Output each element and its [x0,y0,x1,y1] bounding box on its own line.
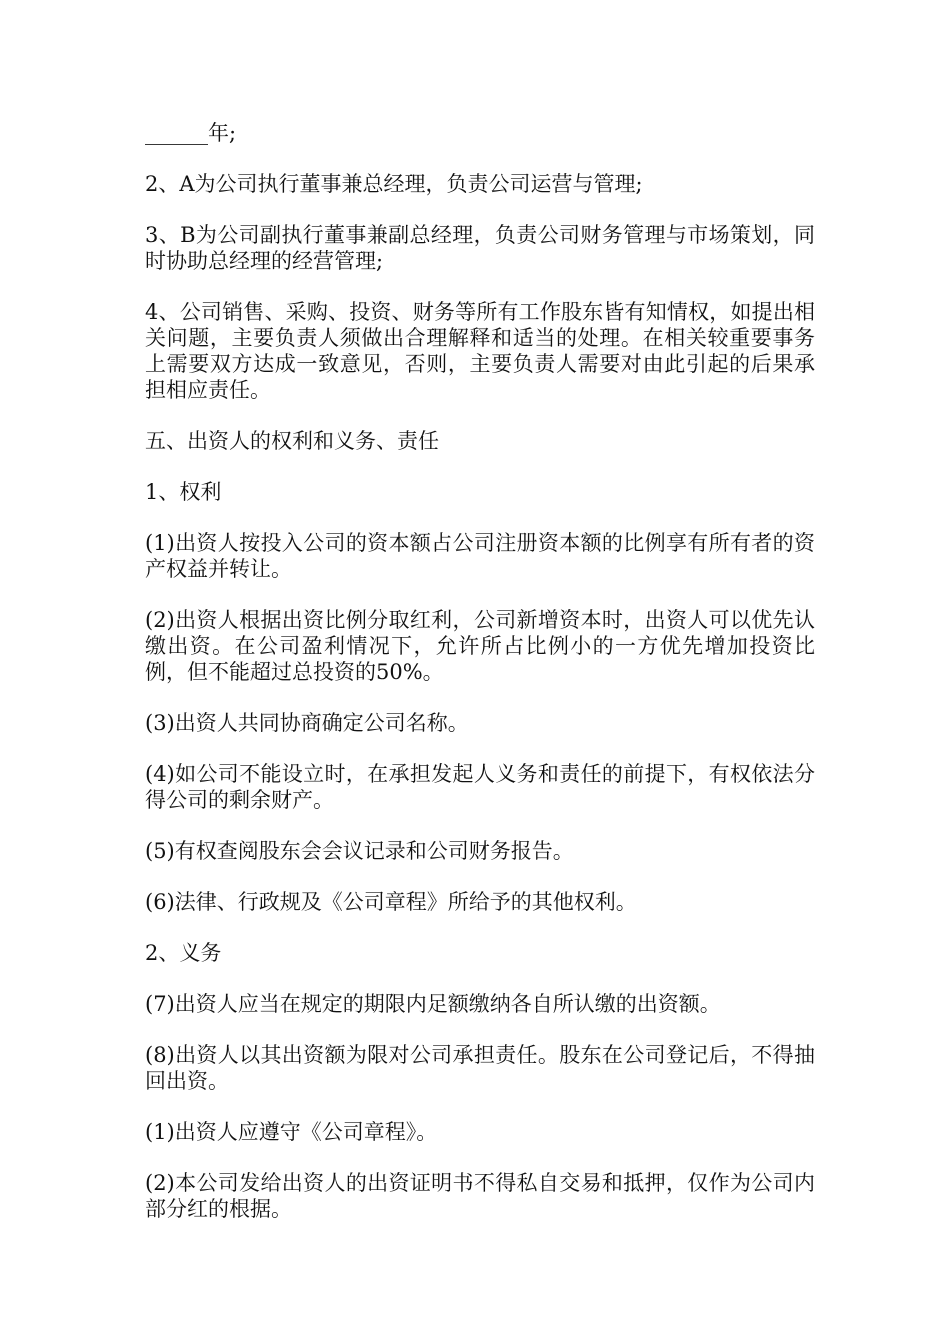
subheading-obligations: 2、义务 [145,941,222,965]
paragraph-obligation-8: (8)出资人以其出资额为限对公司承担责任。股东在公司登记后，不得抽回出资。 [145,1043,815,1093]
paragraph-obligation-1: (1)出资人应遵守《公司章程》。 [145,1120,438,1144]
document-body [145,120,815,1247]
paragraph-right-5: (5)有权查阅股东会会议记录和公司财务报告。 [145,839,574,863]
paragraph-item-2-a-role: 2、A为公司执行董事兼总经理，负责公司运营与管理; [145,172,643,196]
paragraph-year-blank: ______年; [145,121,237,145]
paragraph-item-3-b-role: 3、B为公司副执行董事兼副总经理，负责公司财务管理与市场策划，同时协助总经理的经营管理; [145,223,815,273]
paragraph-right-3: (3)出资人共同协商确定公司名称。 [145,711,469,735]
subheading-rights: 1、权利 [145,480,222,504]
paragraph-right-4: (4)如公司不能设立时，在承担发起人义务和责任的前提下，有权依法分得公司的剩余财产。 [145,762,815,812]
paragraph-item-4-right-to-know: 4、公司销售、采购、投资、财务等所有工作股东皆有知情权，如提出相关问题，主要负责人须做出合理解释和适当的处理。在相关较重要事务上需要双方达成一致意见，否则，主要负责人需要对由此引起的后果承担相应责任。 [145,300,815,402]
paragraph-right-2: (2)出资人根据出资比例分取红利，公司新增资本时，出资人可以优先认缴出资。在公司盈利情况下，允许所占比例小的一方优先增加投资比例，但不能超过总投资的50%。 [145,608,815,684]
section-heading-5: 五、出资人的权利和义务、责任 [145,429,439,453]
paragraph-obligation-2: (2)本公司发给出资人的出资证明书不得私自交易和抵押，仅作为公司内部分红的根据。 [145,1171,815,1221]
paragraph-obligation-7: (7)出资人应当在规定的期限内足额缴纳各自所认缴的出资额。 [145,992,721,1016]
paragraph-right-6: (6)法律、行政规及《公司章程》所给予的其他权利。 [145,890,637,914]
paragraph-right-1: (1)出资人按投入公司的资本额占公司注册资本额的比例享有所有者的资产权益并转让。 [145,531,815,581]
